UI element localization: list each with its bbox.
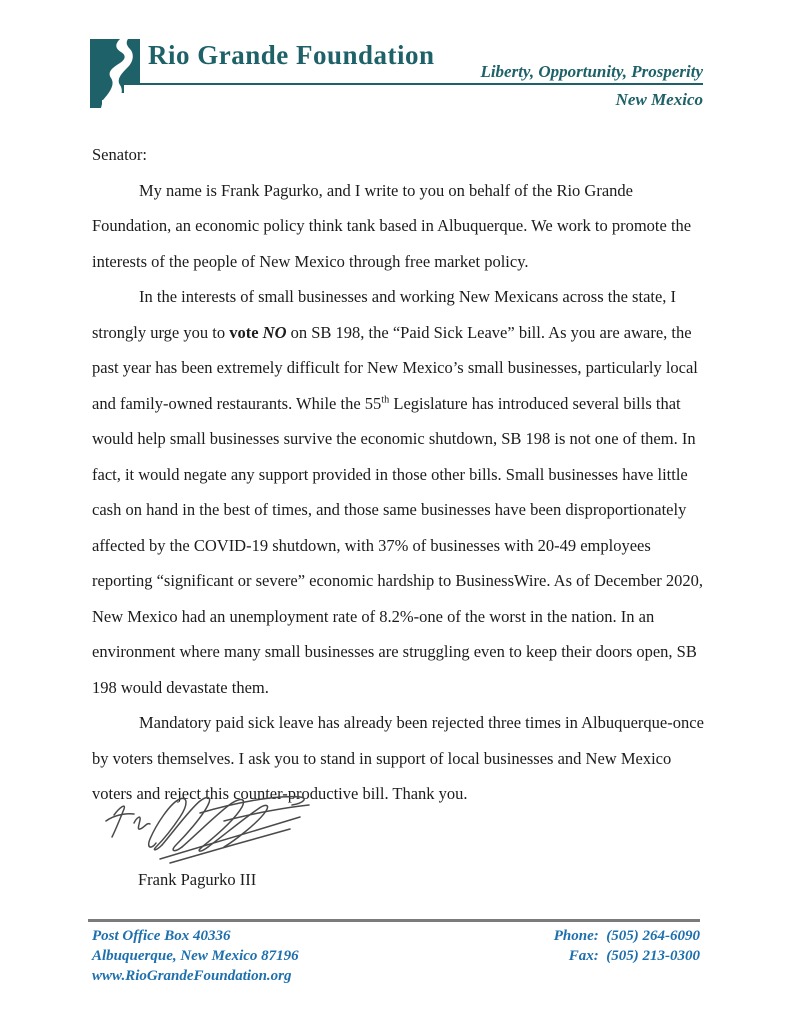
letter-paragraph-2: In the interests of small businesses and working New Mexicans across the state, I strongly urge you to vote NO on SB 198, the “Paid Sick Leave” bill. As you are aware, the past year has been extremely difficult for New Mexico’s small businesses, particularly local and family-owned restaurants. While the 55th Legislature has introduced several bills that would help small businesses survive the economic shutdown, SB 198 is not one of them. In fact, it would negate any support provided in those other bills. Small businesses have little cash on hand in the best of times, and those same businesses have been disproportionately affected by the COVID-19 shutdown, with 37% of businesses with 20-49 employees reporting “significant or severe” economic hardship to BusinessWire. As of December 2020, New Mexico had an unemployment rate of 8.2%-one of the worst in the nation. In an environment where many small businesses are struggling even to keep their doors open, SB 198 would devastate them. bbox=[92, 287, 704, 697]
footer-address-line: Post Office Box 40336 bbox=[92, 928, 231, 944]
letter-paragraph-1: My name is Frank Pagurko, and I write to you on behalf of the Rio Grande Foundation, an economic policy think tank based in Albuquerque. We work to promote the interests of the people of New Mexico through free market policy. bbox=[92, 180, 692, 271]
org-region: New Mexico bbox=[615, 90, 703, 109]
footer-address-line: Albuquerque, New Mexico 87196 bbox=[92, 948, 299, 964]
footer-phone: Phone: (505) 264-6090 bbox=[553, 928, 700, 944]
org-title: Rio Grande Foundation bbox=[148, 40, 435, 70]
footer-fax: Fax: (505) 213-0300 bbox=[568, 948, 700, 964]
letter-paragraph-3: Mandatory paid sick leave has already been rejected three times in Albuquerque-once by voters themselves. I ask you to stand in support of local businesses and New Mexico voters and reject this counter-productive bill. Thank you. bbox=[92, 713, 704, 803]
footer-website: www.RioGrandeFoundation.org bbox=[92, 968, 292, 984]
footer-divider bbox=[88, 919, 700, 922]
footer-address bbox=[92, 926, 299, 986]
rio-grande-foundation-logo-icon bbox=[90, 38, 140, 110]
letter-body bbox=[92, 137, 710, 812]
footer-contacts bbox=[554, 926, 700, 966]
salutation: Senator: bbox=[92, 145, 147, 164]
signer-name: Frank Pagurko III bbox=[138, 870, 257, 889]
handwritten-signature-icon bbox=[104, 786, 319, 868]
org-tagline: Liberty, Opportunity, Prosperity bbox=[480, 62, 703, 81]
header-divider bbox=[140, 83, 703, 85]
